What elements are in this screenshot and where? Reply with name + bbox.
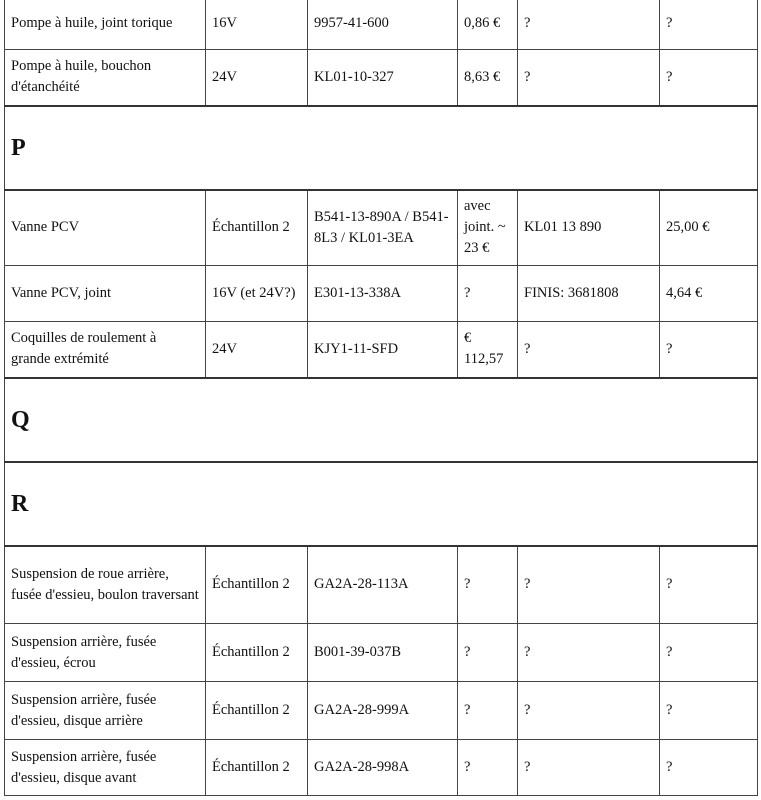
alt-ref-cell: ? bbox=[518, 682, 660, 740]
alt-price-cell: ? bbox=[660, 0, 758, 50]
alt-ref-cell: KL01 13 890 bbox=[518, 190, 660, 266]
price-cell: ? bbox=[458, 266, 518, 322]
alt-ref-cell: ? bbox=[518, 624, 660, 682]
price-cell: 0,86 € bbox=[458, 0, 518, 50]
part-name-cell: Suspension arrière, fusée d'essieu, écrou bbox=[5, 624, 206, 682]
variant-cell: Échantillon 2 bbox=[206, 740, 308, 796]
part-name-cell: Vanne PCV bbox=[5, 190, 206, 266]
section-row bbox=[5, 378, 758, 462]
part-name-cell: Pompe à huile, bouchon d'étanchéité bbox=[5, 50, 206, 106]
part-number-cell: E301-13-338A bbox=[308, 266, 458, 322]
price-cell: avec joint. ~ 23 € bbox=[458, 190, 518, 266]
part-name-cell: Suspension arrière, fusée d'essieu, disque arrière bbox=[5, 682, 206, 740]
part-number-cell: GA2A-28-113A bbox=[308, 546, 458, 624]
variant-cell: Échantillon 2 bbox=[206, 682, 308, 740]
alt-price-cell: ? bbox=[660, 322, 758, 378]
price-cell: € 112,57 bbox=[458, 322, 518, 378]
variant-cell: 24V bbox=[206, 322, 308, 378]
variant-cell: 24V bbox=[206, 50, 308, 106]
part-name-cell: Suspension de roue arrière, fusée d'essieu, boulon traversant bbox=[5, 546, 206, 624]
alt-ref-cell: ? bbox=[518, 546, 660, 624]
section-row bbox=[5, 462, 758, 546]
price-cell: ? bbox=[458, 740, 518, 796]
part-name-cell: Vanne PCV, joint bbox=[5, 266, 206, 322]
variant-cell: Échantillon 2 bbox=[206, 624, 308, 682]
price-cell: 8,63 € bbox=[458, 50, 518, 106]
table-row bbox=[5, 682, 758, 740]
part-name-cell: Pompe à huile, joint torique bbox=[5, 0, 206, 50]
alt-price-cell: ? bbox=[660, 624, 758, 682]
part-number-cell: B001-39-037B bbox=[308, 624, 458, 682]
part-number-cell: B541-13-890A / B541-8L3 / KL01-3EA bbox=[308, 190, 458, 266]
alt-price-cell: 4,64 € bbox=[660, 266, 758, 322]
variant-cell: 16V bbox=[206, 0, 308, 50]
part-name-cell: Suspension arrière, fusée d'essieu, disque avant bbox=[5, 740, 206, 796]
alt-price-cell: 25,00 € bbox=[660, 190, 758, 266]
section-heading-r: R bbox=[5, 462, 758, 546]
section-heading-p: P bbox=[5, 106, 758, 190]
variant-cell: Échantillon 2 bbox=[206, 546, 308, 624]
alt-ref-cell: ? bbox=[518, 50, 660, 106]
price-cell: ? bbox=[458, 682, 518, 740]
table-row bbox=[5, 190, 758, 266]
variant-cell: Échantillon 2 bbox=[206, 190, 308, 266]
table-row bbox=[5, 546, 758, 624]
section-row bbox=[5, 106, 758, 190]
part-number-cell: GA2A-28-998A bbox=[308, 740, 458, 796]
alt-price-cell: ? bbox=[660, 546, 758, 624]
alt-ref-cell: ? bbox=[518, 322, 660, 378]
part-name-cell: Coquilles de roulement à grande extrémité bbox=[5, 322, 206, 378]
alt-ref-cell: ? bbox=[518, 0, 660, 50]
table-row bbox=[5, 740, 758, 796]
part-number-cell: 9957-41-600 bbox=[308, 0, 458, 50]
parts-table bbox=[4, 0, 758, 796]
alt-ref-cell: FINIS: 3681808 bbox=[518, 266, 660, 322]
alt-price-cell: ? bbox=[660, 50, 758, 106]
table-row bbox=[5, 266, 758, 322]
part-number-cell: KJY1-11-SFD bbox=[308, 322, 458, 378]
variant-cell: 16V (et 24V?) bbox=[206, 266, 308, 322]
section-heading-q: Q bbox=[5, 378, 758, 462]
alt-price-cell: ? bbox=[660, 682, 758, 740]
table-row bbox=[5, 50, 758, 106]
table-row bbox=[5, 624, 758, 682]
part-number-cell: KL01-10-327 bbox=[308, 50, 458, 106]
alt-price-cell: ? bbox=[660, 740, 758, 796]
alt-ref-cell: ? bbox=[518, 740, 660, 796]
part-number-cell: GA2A-28-999A bbox=[308, 682, 458, 740]
table-row bbox=[5, 322, 758, 378]
price-cell: ? bbox=[458, 546, 518, 624]
table-row bbox=[5, 0, 758, 50]
price-cell: ? bbox=[458, 624, 518, 682]
